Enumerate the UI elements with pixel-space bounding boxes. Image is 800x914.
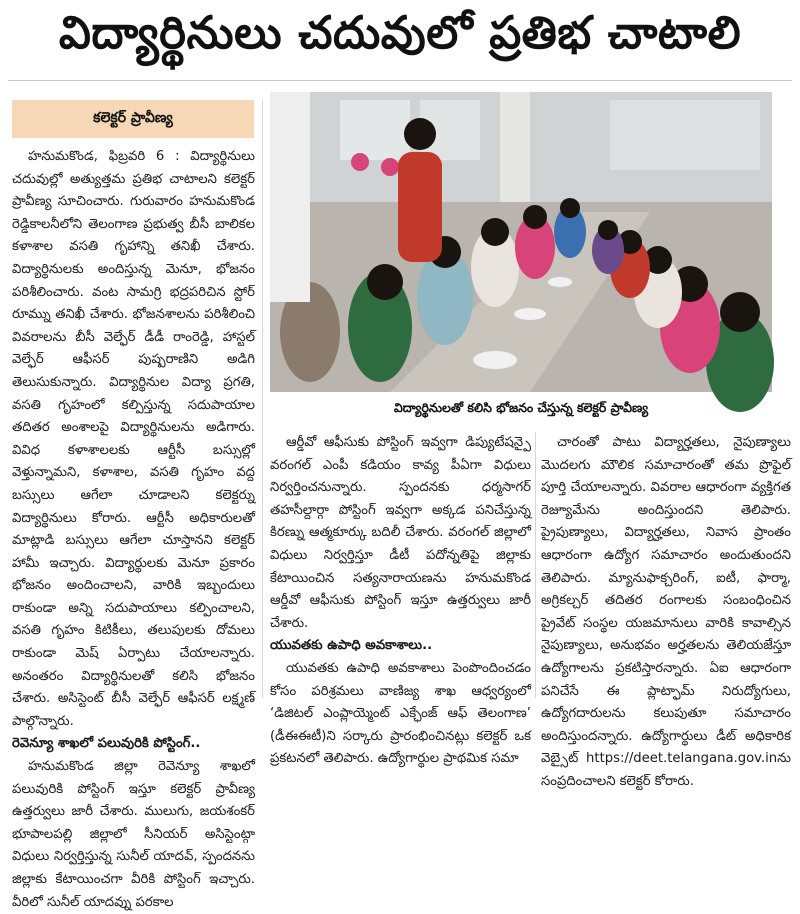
photo-caption: విద్యార్థినులతో కలిసి భోజనం చేస్తున్న కలెక్టర్ ప్రావీణ్య bbox=[393, 399, 649, 415]
paragraph: చారంతో పాటు విద్యార్హతలు, నైపుణ్యాలు మొదలగు మౌలిక సమాచారంతో తమ ప్రొఫైల్ పూర్తి చేయాలన్నారు. వివరాల ఆధారంగా వ్యక్తిగత రెజ్యూమేను అందిస్తుందని తెలిపారు. ప్రైపుణ్యాలు, విద్యార్హతలు, నివాస ప్రాంతం ఆధారంగా ఉద్యోగ సమాచారం అందుతుందని తెలిపారు. మ్యానుఫాక్చరింగ్, ఐటీ, ఫార్మా, అగ్రికల్చర్ తదితర రంగాలకు సంబంధించిన ప్రైవేట్ సంస్థల యజమానులు వారికి కావాల్సిన నైపుణ్యాలు, అనుభవం అర్హతలను తెలియజేస్తూ ఉద్యోగాలను ప్రకటిస్తారన్నారు. ఏఐ ఆధారంగా పనిచేసే ఈ ప్లాట్ఫామ్ నిరుద్యోగులు, ఉద్యోగదారులను కలుపుతూ సమాచారం అందిస్తుందన్నారు. ఉద్యోగార్థులు డీట్ అధికారిక వెబ్సైట్ https://deet.telangana.gov.inను సంప్రదించాలని కలెక్టర్ కోరారు. bbox=[541, 435, 791, 789]
column-divider bbox=[262, 100, 263, 698]
paragraph: హనుమకొండ, ఫిబ్రవరి 6 : విద్యార్థినులు చదువుల్లో అత్యుత్తమ ప్రతిభ చాటాలని కలెక్టర్ ప్రావీణ్య సూచించారు. గురువారం హనుమకొండ రెడ్డికాలనీలోని తెలంగాణ ప్రభుత్వ బీసీ బాలికల కళాశాల వసతి గృహాన్ని తనిఖీ చేశారు. విద్యార్థినులకు అందిస్తున్న మెనూ, భోజనం పరిశీలించారు. వంట సామగ్రి భద్రపరిచిన స్టోర్ రూమ్ను తనిఖీ చేశారు. భోజనశాలను పరిశీలించి వివరాలను బీసీ వెల్ఫేర్ డీడీ రాంరెడ్డి, హాస్టల్ వెల్ఫేర్ ఆఫీసర్ పుష్పరాణిని అడిగి తెలుసుకున్నారు. విద్యార్థినుల విద్యా ప్రగతి, వసతి గృహంలో కల్పిస్తున్న సదుపాయాల తదితర అంశాలపై విద్యార్థినులను అడిగారు. వివిధ కళాశాలలకు ఆర్టీసీ బస్సుల్లో వెళ్తున్నామని, కళాశాల, వసతి గృహం వద్ద బస్సులు ఆగేలా చూడాలని కలెక్టర్ను విద్యార్థినులు కోరారు. ఆర్టీసీ అధికారులతో మాట్లాడి బస్సులు ఆగేలా చూస్తానని కలెక్టర్ హామీ ఇచ్చారు. విద్యార్థులకు మెనూ ప్రకారం భోజనం అందించాలని, వారికి ఇబ్బందులు రాకుండా అన్ని సదుపాయాలు కల్పించాలని, వసతి గృహం కిటికీలు, తలుపులకు దోమలు రాకుండా మెష్ ఏర్పాటు చేయాలన్నారు. అనంతరం విద్యార్థినులతో కలిసి భోజనం చేశారు. అసిస్టెంట్ బీసీ వెల్ఫేర్ ఆఫీసర్ లక్ష్మణ్ పాల్గొన్నారు. bbox=[12, 149, 255, 729]
news-photo bbox=[270, 92, 772, 392]
article-column-2 bbox=[270, 432, 531, 767]
photo-collector-dining-icon bbox=[270, 92, 772, 392]
byline-box: కలెక్టర్ ప్రావీణ్య bbox=[12, 100, 254, 138]
subheading: రెవెన్యూ శాఖలో పలువురికి పోస్టింగ్.. bbox=[12, 736, 201, 752]
page-headline: విద్యార్థినులు చదువులో ప్రతిభ చాటాలి bbox=[58, 6, 742, 59]
paragraph: యువతకు ఉపాధి అవకాశాలు పెంపొందించడం కోసం పరిశ్రమలు వాణిజ్య శాఖ ఆధ్వర్యంలో ‘డిజిటల్ ఎంప్లాయ్మెంట్ ఎక్ఛేంజ్ ఆఫ్ తెలంగాణ’ (డీఈఈటీ)ని సర్కారు ప్రారంభించినట్లు కలెక్టర్ ఒక ప్రకటనలో తెలిపారు. ఉద్యోగార్థుల ప్రాథమిక సమా bbox=[270, 660, 531, 767]
paragraph: ఆర్డీవో ఆఫీసుకు పోస్టింగ్ ఇవ్వగా డిప్యుటేషన్పై వరంగల్ ఎంపీ కడియం కావ్య పీఏగా విధులు నిర్వర్తించనున్నారు. స్పందనకు ధర్మసాగర్ తహసీల్దార్గా పోస్టింగ్ ఇవ్వగా అక్కడ పనిచేస్తున్న కిరణ్ను ఆత్మకూర్కు బదిలీ చేశారు. వరంగల్ జిల్లాలో విధులు నిర్వర్తిస్తూ డీటీ పదోన్నతిపై జిల్లాకు కేటాయించిన సత్యనారాయణను హనుమకొండ ఆర్డీవో ఆఫీసుకు పోస్టింగ్ ఇస్తూ ఉత్తర్వులు జారీ చేశారు. bbox=[270, 435, 531, 631]
paragraph: హనుమకొండ జిల్లా రెవెన్యూ శాఖలో పలువురికి పోస్టింగ్ ఇస్తూ కలెక్టర్ ప్రావీణ్య ఉత్తర్వులు జారీ చేశారు. ములుగు, జయశంకర్ భూపాలపల్లి జిల్లాలో సీనియర్ అసిస్టెంట్గా విధులు నిర్వర్తిస్తున్న సునీల్ యాదవ్, స్పందనను జిల్లాకు కేటాయించగా వీరికి పోస్టింగ్ ఇచ్చారు. వీరిలో సునీల్ యాదవ్ను పరకాల bbox=[12, 759, 255, 910]
subheading: యువతకు ఉపాధి అవకాశాలు.. bbox=[270, 638, 433, 654]
article-column-1 bbox=[12, 146, 255, 910]
column-divider-2 bbox=[535, 432, 536, 698]
article-column-3 bbox=[541, 432, 791, 789]
headline-rule bbox=[8, 80, 792, 81]
